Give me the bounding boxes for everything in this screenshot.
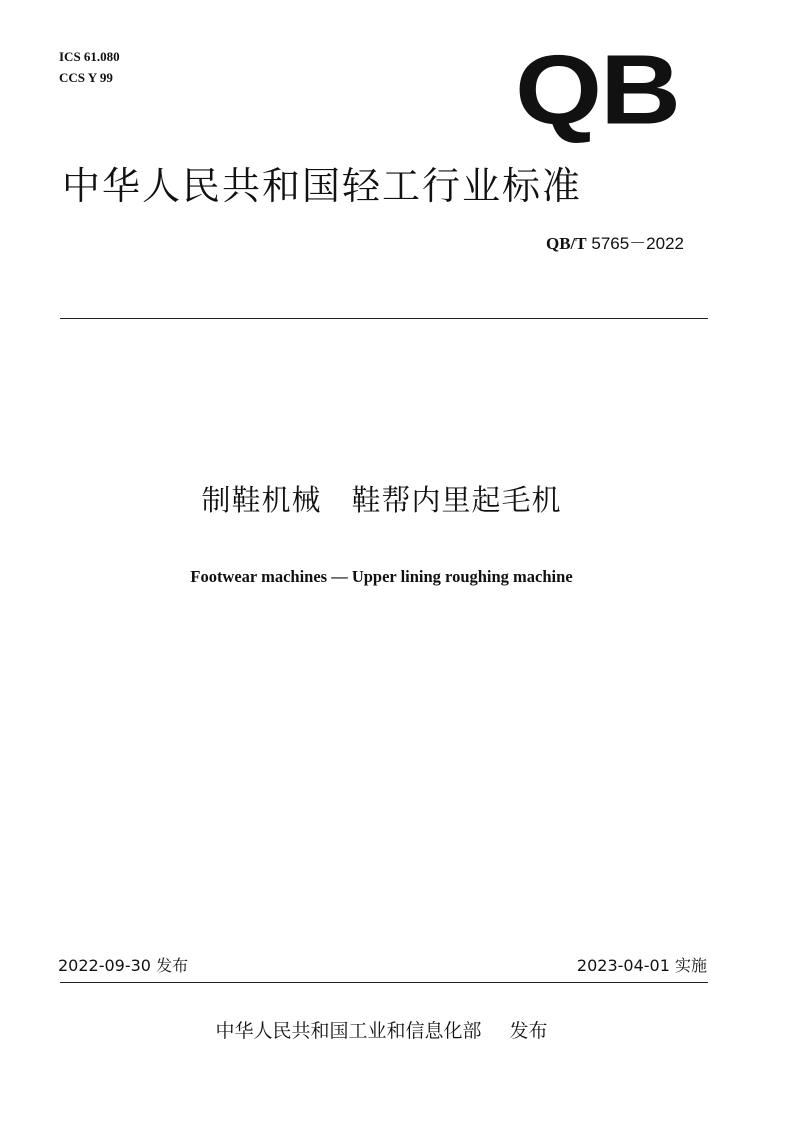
issue-date: 2022-09-30 发布 [58, 956, 189, 975]
header-divider [60, 318, 708, 319]
standard-number-prefix: QB/T [546, 234, 587, 253]
standard-number-value: 5765－2022 [591, 234, 684, 253]
standard-category-title: 中华人民共和国轻工行业标准 [62, 164, 583, 208]
issuer-action: 发布 [509, 1020, 548, 1042]
issuing-authority [0, 1017, 763, 1045]
implementation-date: 2023-04-01 实施 [576, 956, 707, 975]
ics-code: ICS 61.080 [59, 49, 120, 64]
qb-logo: QB [515, 34, 679, 145]
document-title-chinese: 制鞋机械 鞋帮内里起毛机 [201, 483, 562, 517]
footer-divider [60, 982, 708, 983]
standard-number [546, 234, 684, 254]
issuer-name: 中华人民共和国工业和信息化部 [215, 1020, 482, 1042]
document-title-english: Footwear machines — Upper lining roughing machine [190, 567, 573, 586]
ccs-code: CCS Y 99 [59, 70, 113, 85]
